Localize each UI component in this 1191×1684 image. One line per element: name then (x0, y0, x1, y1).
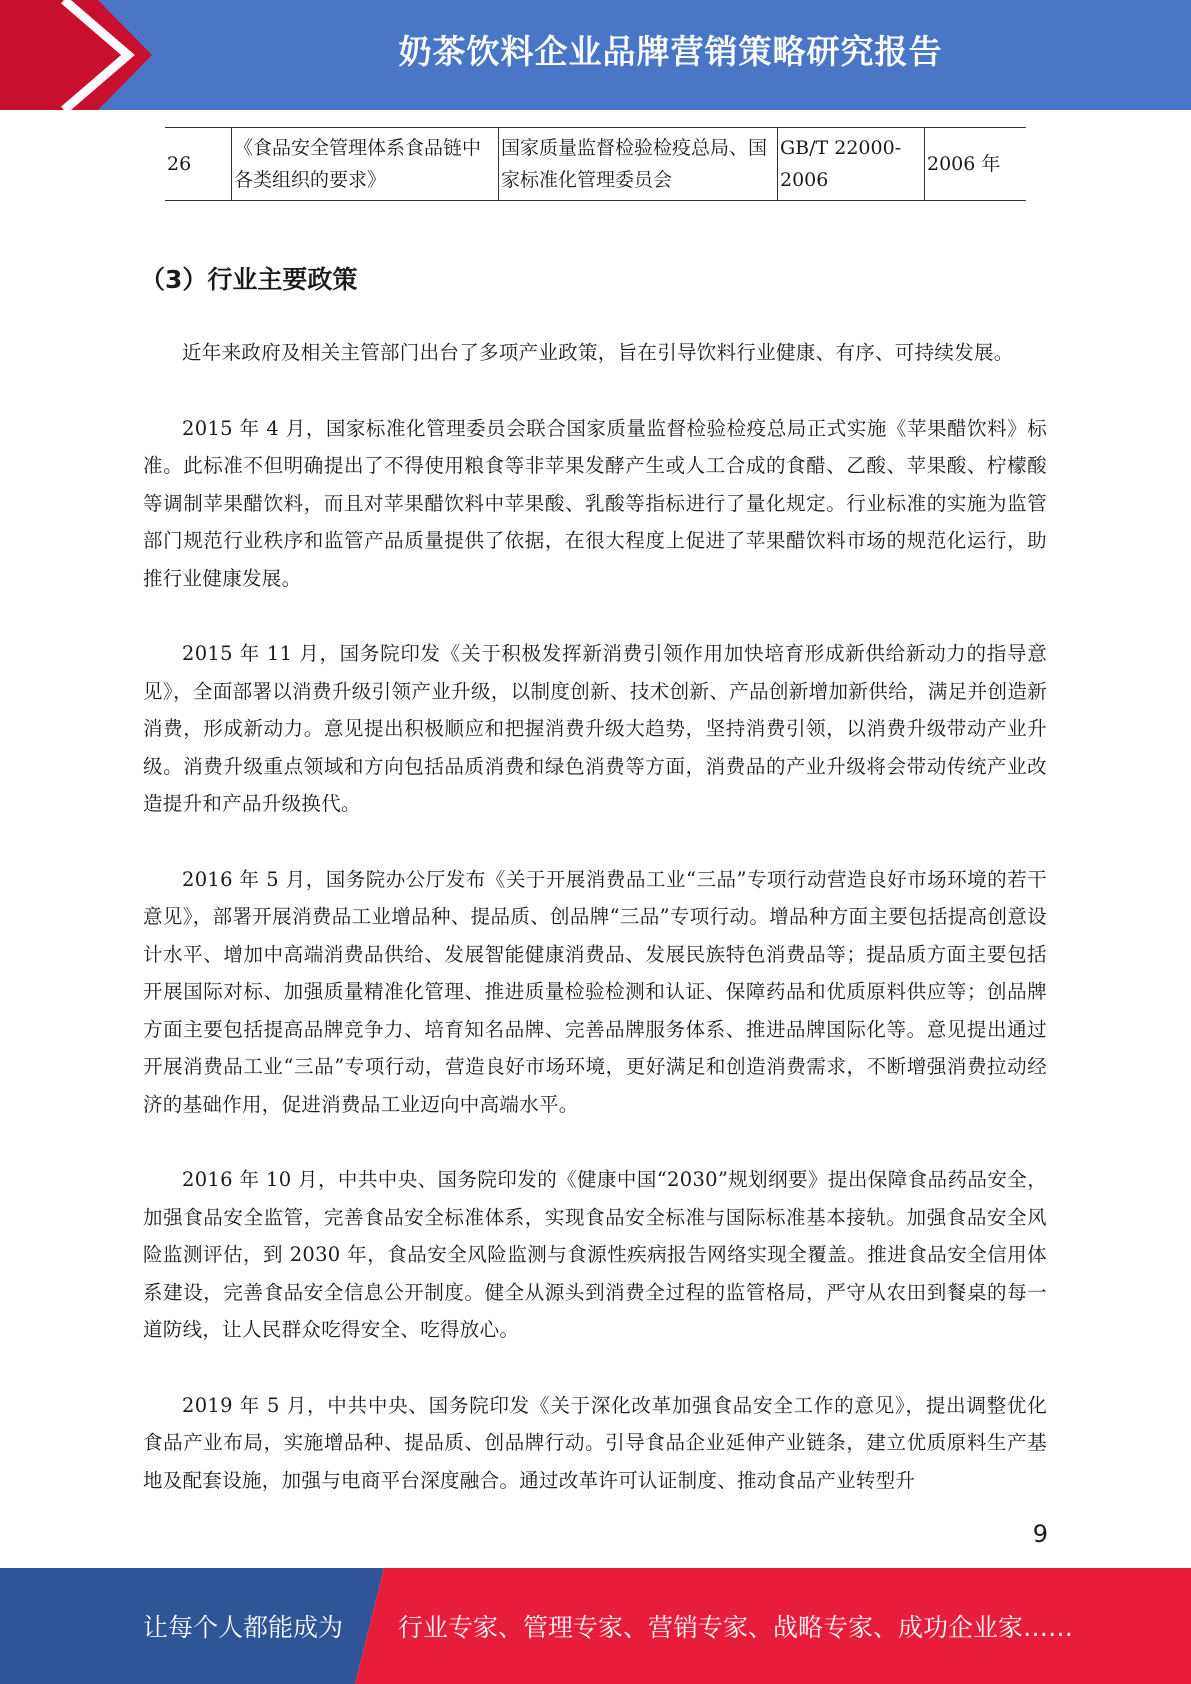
table-cell-issuer: 国家质量监督检验检疫总局、国家标准化管理委员会 (499, 128, 778, 201)
footer-banner (0, 1568, 1191, 1684)
page-number: 9 (1032, 1520, 1048, 1548)
table-cell-code: GB/T 22000-2006 (778, 128, 925, 201)
paragraph: 2016 年 5 月，国务院办公厅发布《关于开展消费品工业“三品”专项行动营造良好市场环境的若干意见》，部署开展消费品工业增品种、提品质、创品牌“三品”专项行动。增品种方面主要包括提高创意设计水平、增加中高端消费品供给、发展智能健康消费品、发展民族特色消费品等；提品质方面主要包括开展国际对标、加强质量精准化管理、推进质量检验检测和认证、保障药品和优质原料供应等；创品牌方面主要包括提高品牌竞争力、培育知名品牌、完善品牌服务体系、推进品牌国际化等。意见提出通过开展消费品工业“三品”专项行动，营造良好市场环境，更好满足和创造消费需求，不断增强消费拉动经济的基础作用，促进消费品工业迈向中高端水平。 (143, 867, 1047, 1116)
report-title: 奶茶饮料企业品牌营销策略研究报告 (398, 32, 943, 71)
header-banner (0, 0, 1191, 110)
paragraph: 2019 年 5 月，中共中央、国务院印发《关于深化改革加强食品安全工作的意见》，提出调整优化食品产业布局，实施增品种、提品质、创品牌行动。引导食品企业延伸产业链条，建立优质原料生产基地及配套设施，加强与电商平台深度融合。通过改革许可认证制度、推动食品产业转型升 (143, 1393, 1047, 1492)
table-cell-year: 2006 年 (925, 128, 1027, 201)
footer-slogan-right: 行业专家、管理专家、营销专家、战略专家、成功企业家…… (398, 1613, 1074, 1642)
paragraph: 2016 年 10 月，中共中央、国务院印发的《健康中国“2030”规划纲要》提出保障食品药品安全，加强食品安全监管，完善食品安全标准体系，实现食品安全标准与国际标准基本接轨。加强食品安全风险监测评估，到 2030 年，食品安全风险监测与食源性疾病报告网络实现全覆盖。推进食品安全信用体系建设，完善食品安全信息公开制度。健全从源头到消费全过程的监管格局，严守从农田到餐桌的每一道防线，让人民群众吃得安全、吃得放心。 (143, 1168, 1047, 1341)
paragraph: 2015 年 11 月，国务院印发《关于积极发挥新消费引领作用加快培育形成新供给新动力的指导意见》，全面部署以消费升级引领产业升级，以制度创新、技术创新、产品创新增加新供给，满足并创造新消费，形成新动力。意见提出积极顺应和把握消费升级大趋势，坚持消费引领，以消费升级带动产业升级。消费升级重点领域和方向包括品质消费和绿色消费等方面，消费品的产业升级将会带动传统产业改造提升和产品升级换代。 (143, 642, 1047, 815)
table-cell-standard-name: 《食品安全管理体系食品链中各类组织的要求》 (232, 128, 499, 201)
paragraph: 近年来政府及相关主管部门出台了多项产业政策，旨在引导饮料行业健康、有序、可持续发展。 (182, 341, 1014, 364)
body-content (143, 334, 1047, 1537)
standards-table (165, 127, 1026, 201)
table-cell-number: 26 (165, 128, 232, 201)
section-heading: （3）行业主要政策 (140, 265, 358, 294)
footer-slogan-left: 让每个人都能成为 (143, 1613, 344, 1642)
table-row (165, 128, 1026, 201)
paragraph: 2015 年 4 月，国家标准化管理委员会联合国家质量监督检验检疫总局正式实施《苹果醋饮料》标准。此标准不但明确提出了不得使用粮食等非苹果发酵产生或人工合成的食醋、乙酸、苹果酸、柠檬酸等调制苹果醋饮料，而且对苹果醋饮料中苹果酸、乳酸等指标进行了量化规定。行业标准的实施为监管部门规范行业秩序和监管产品质量提供了依据，在很大程度上促进了苹果醋饮料市场的规范化运行，助推行业健康发展。 (143, 416, 1047, 590)
